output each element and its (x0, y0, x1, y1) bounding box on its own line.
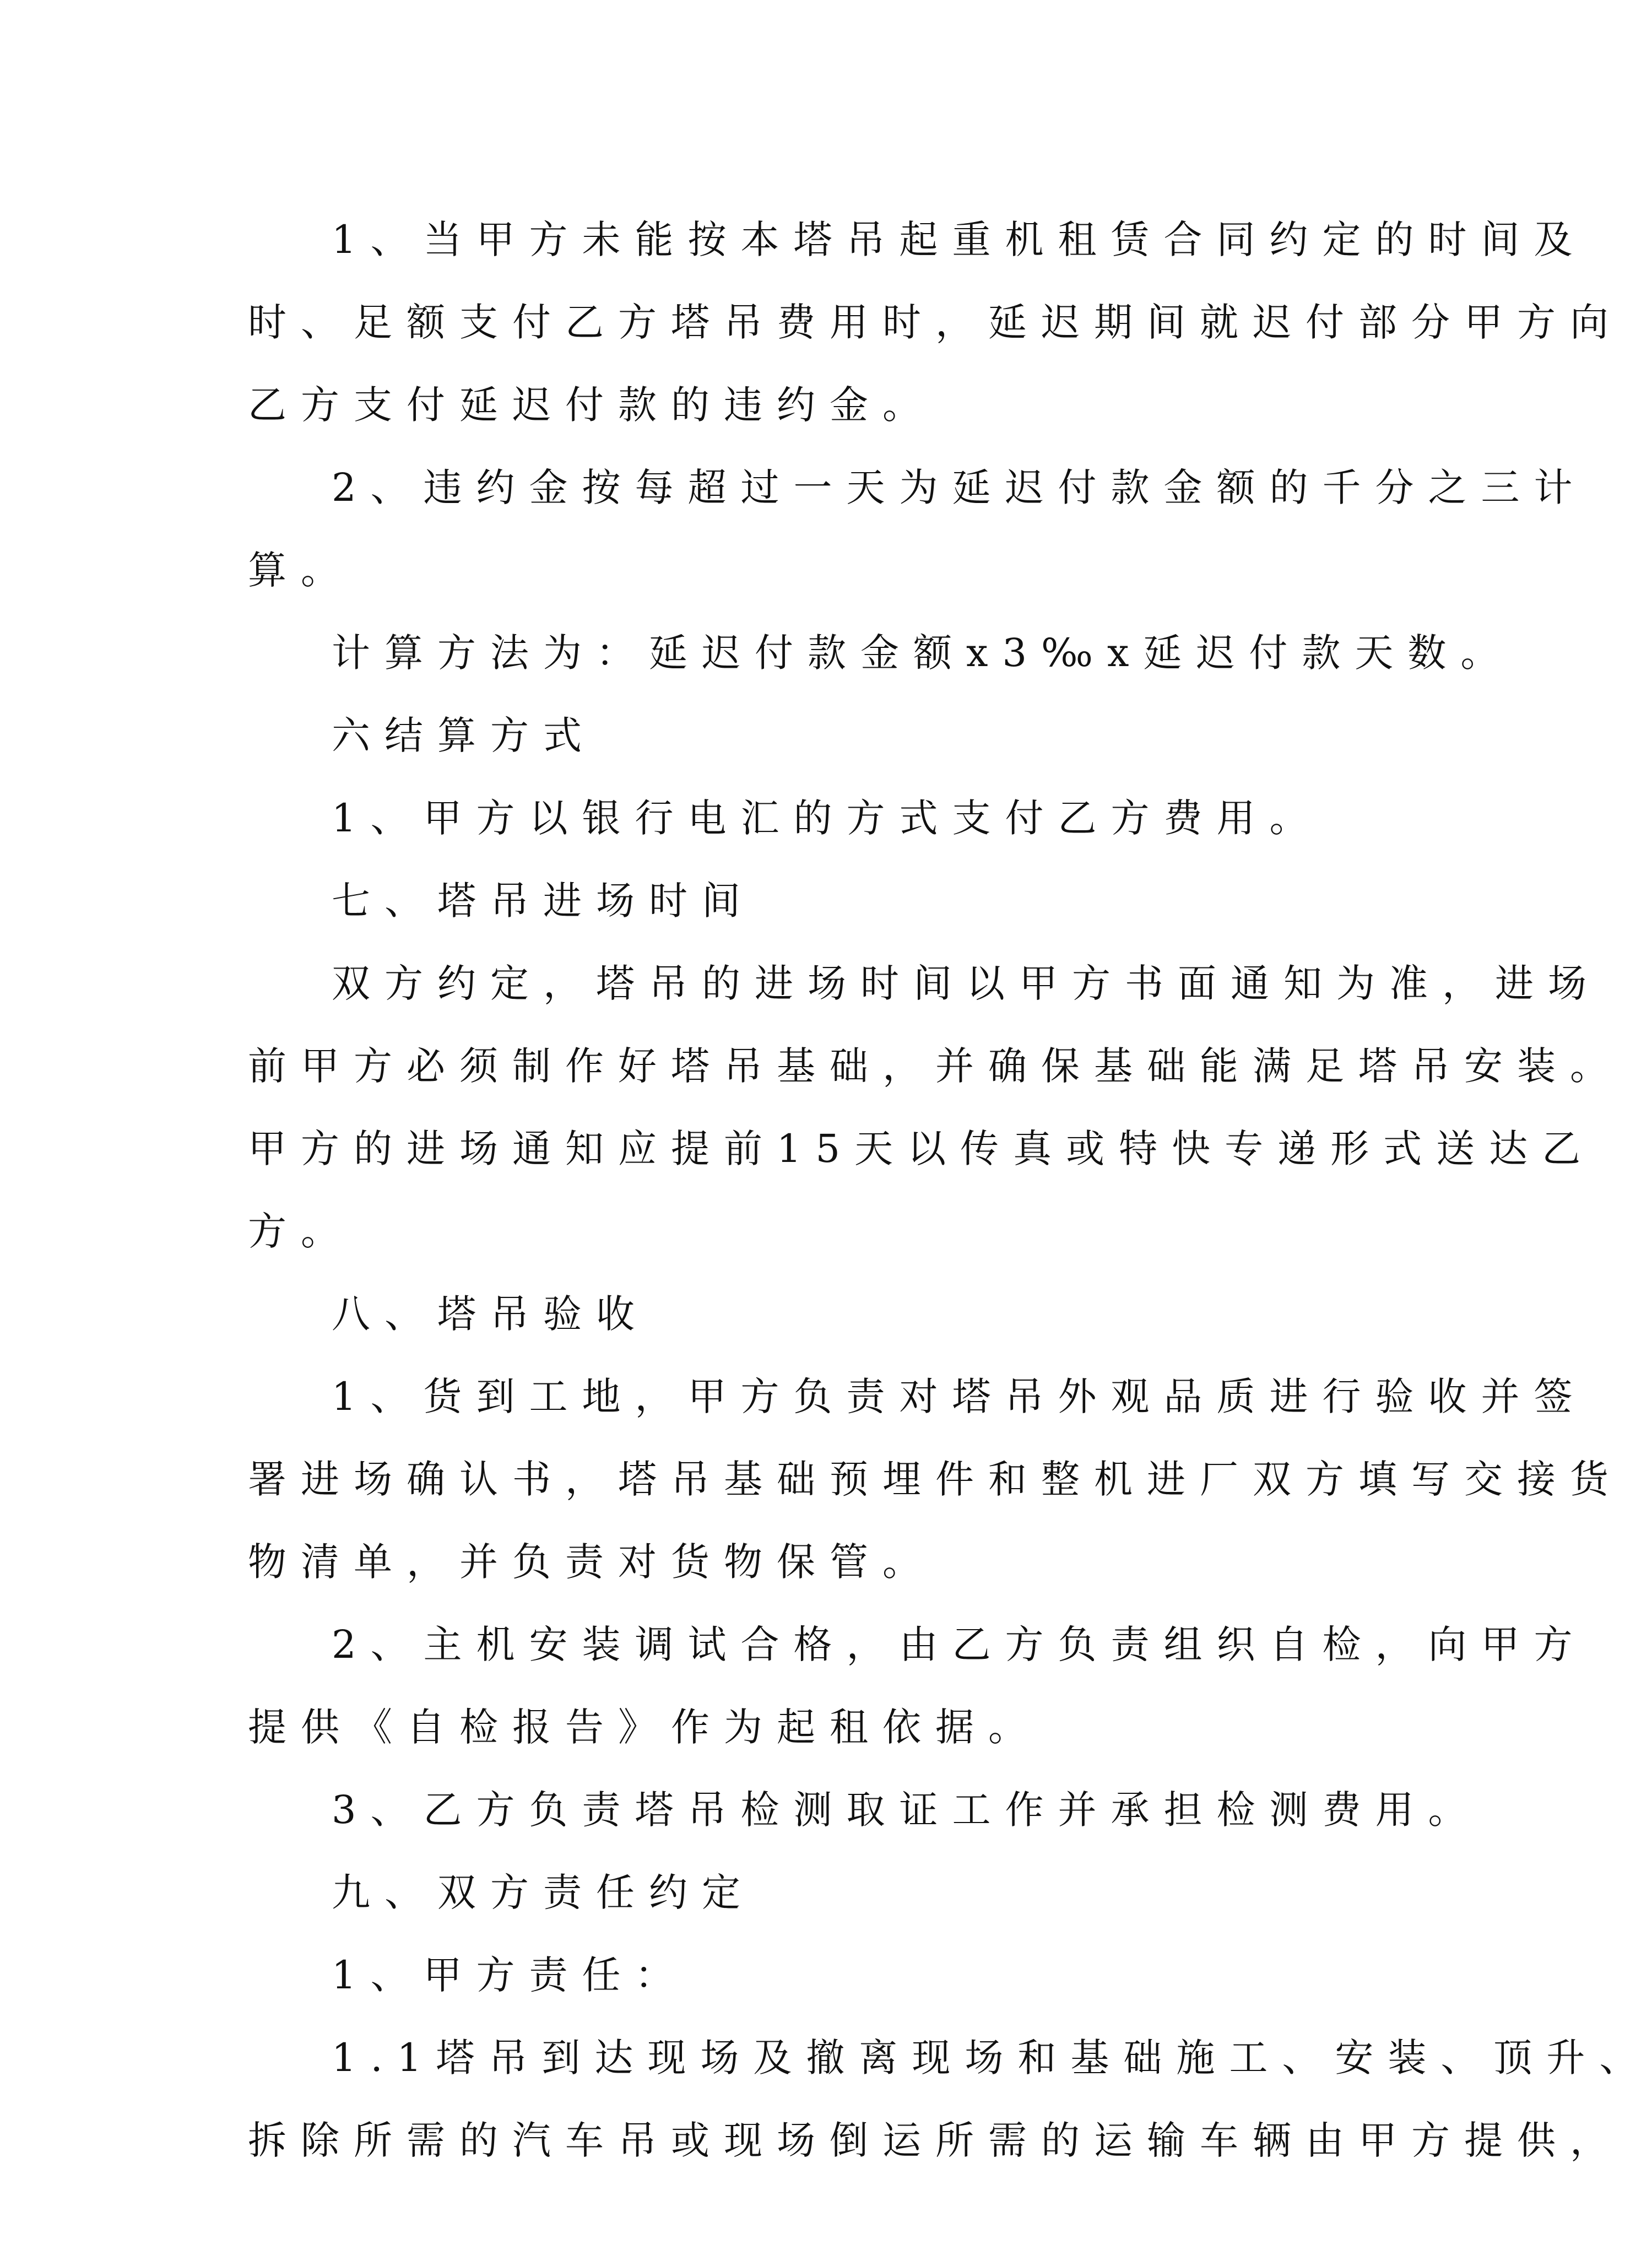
text-line: 2、违约金按每超过一天为延迟付款金额的千分之三计 (332, 465, 1587, 510)
text-line: 1、当甲方未能按本塔吊起重机租赁合同约定的时间及 (332, 217, 1587, 262)
text-line: 1.1塔吊到达现场及撤离现场和基础施工、安装、顶升、 (332, 2035, 1652, 2080)
text-line: 算。 (248, 548, 354, 593)
text-line: 3、乙方负责塔吊检测取证工作并承担检测费用。 (332, 1787, 1481, 1832)
text-line: 前甲方必须制作好塔吊基础，并确保基础能满足塔吊安装。 (248, 1043, 1623, 1089)
text-line: 时、足额支付乙方塔吊费用时，延迟期间就迟付部分甲方向 (248, 300, 1623, 345)
text-line: 2、主机安装调试合格，由乙方负责组织自检，向甲方 (332, 1622, 1587, 1667)
text-line: 1、甲方责任： (332, 1953, 688, 1998)
text-line: 计算方法为：延迟付款金额x3‰x延迟付款天数。 (332, 630, 1514, 675)
text-line: 方。 (248, 1209, 354, 1254)
text-line: 甲方的进场通知应提前15天以传真或特快专递形式送达乙 (248, 1126, 1595, 1171)
section-heading: 八、塔吊验收 (332, 1291, 649, 1337)
text-line: 提供《自检报告》作为起租依据。 (248, 1705, 1041, 1750)
section-heading: 六结算方式 (332, 713, 596, 758)
text-line: 乙方支付延迟付款的违约金。 (248, 382, 935, 428)
text-line: 双方约定，塔吊的进场时间以甲方书面通知为准，进场 (332, 961, 1601, 1006)
text-line: 1、甲方以银行电汇的方式支付乙方费用。 (332, 796, 1323, 841)
section-heading: 七、塔吊进场时间 (332, 878, 755, 923)
section-heading: 九、双方责任约定 (332, 1870, 755, 1915)
text-line: 署进场确认书，塔吊基础预埋件和整机进厂双方填写交接货 (248, 1457, 1623, 1502)
text-line: 1、货到工地，甲方负责对塔吊外观品质进行验收并签 (332, 1374, 1587, 1419)
text-line: 物清单，并负责对货物保管。 (248, 1539, 935, 1585)
text-line: 拆除所需的汽车吊或现场倒运所需的运输车辆由甲方提供， (248, 2118, 1623, 2163)
